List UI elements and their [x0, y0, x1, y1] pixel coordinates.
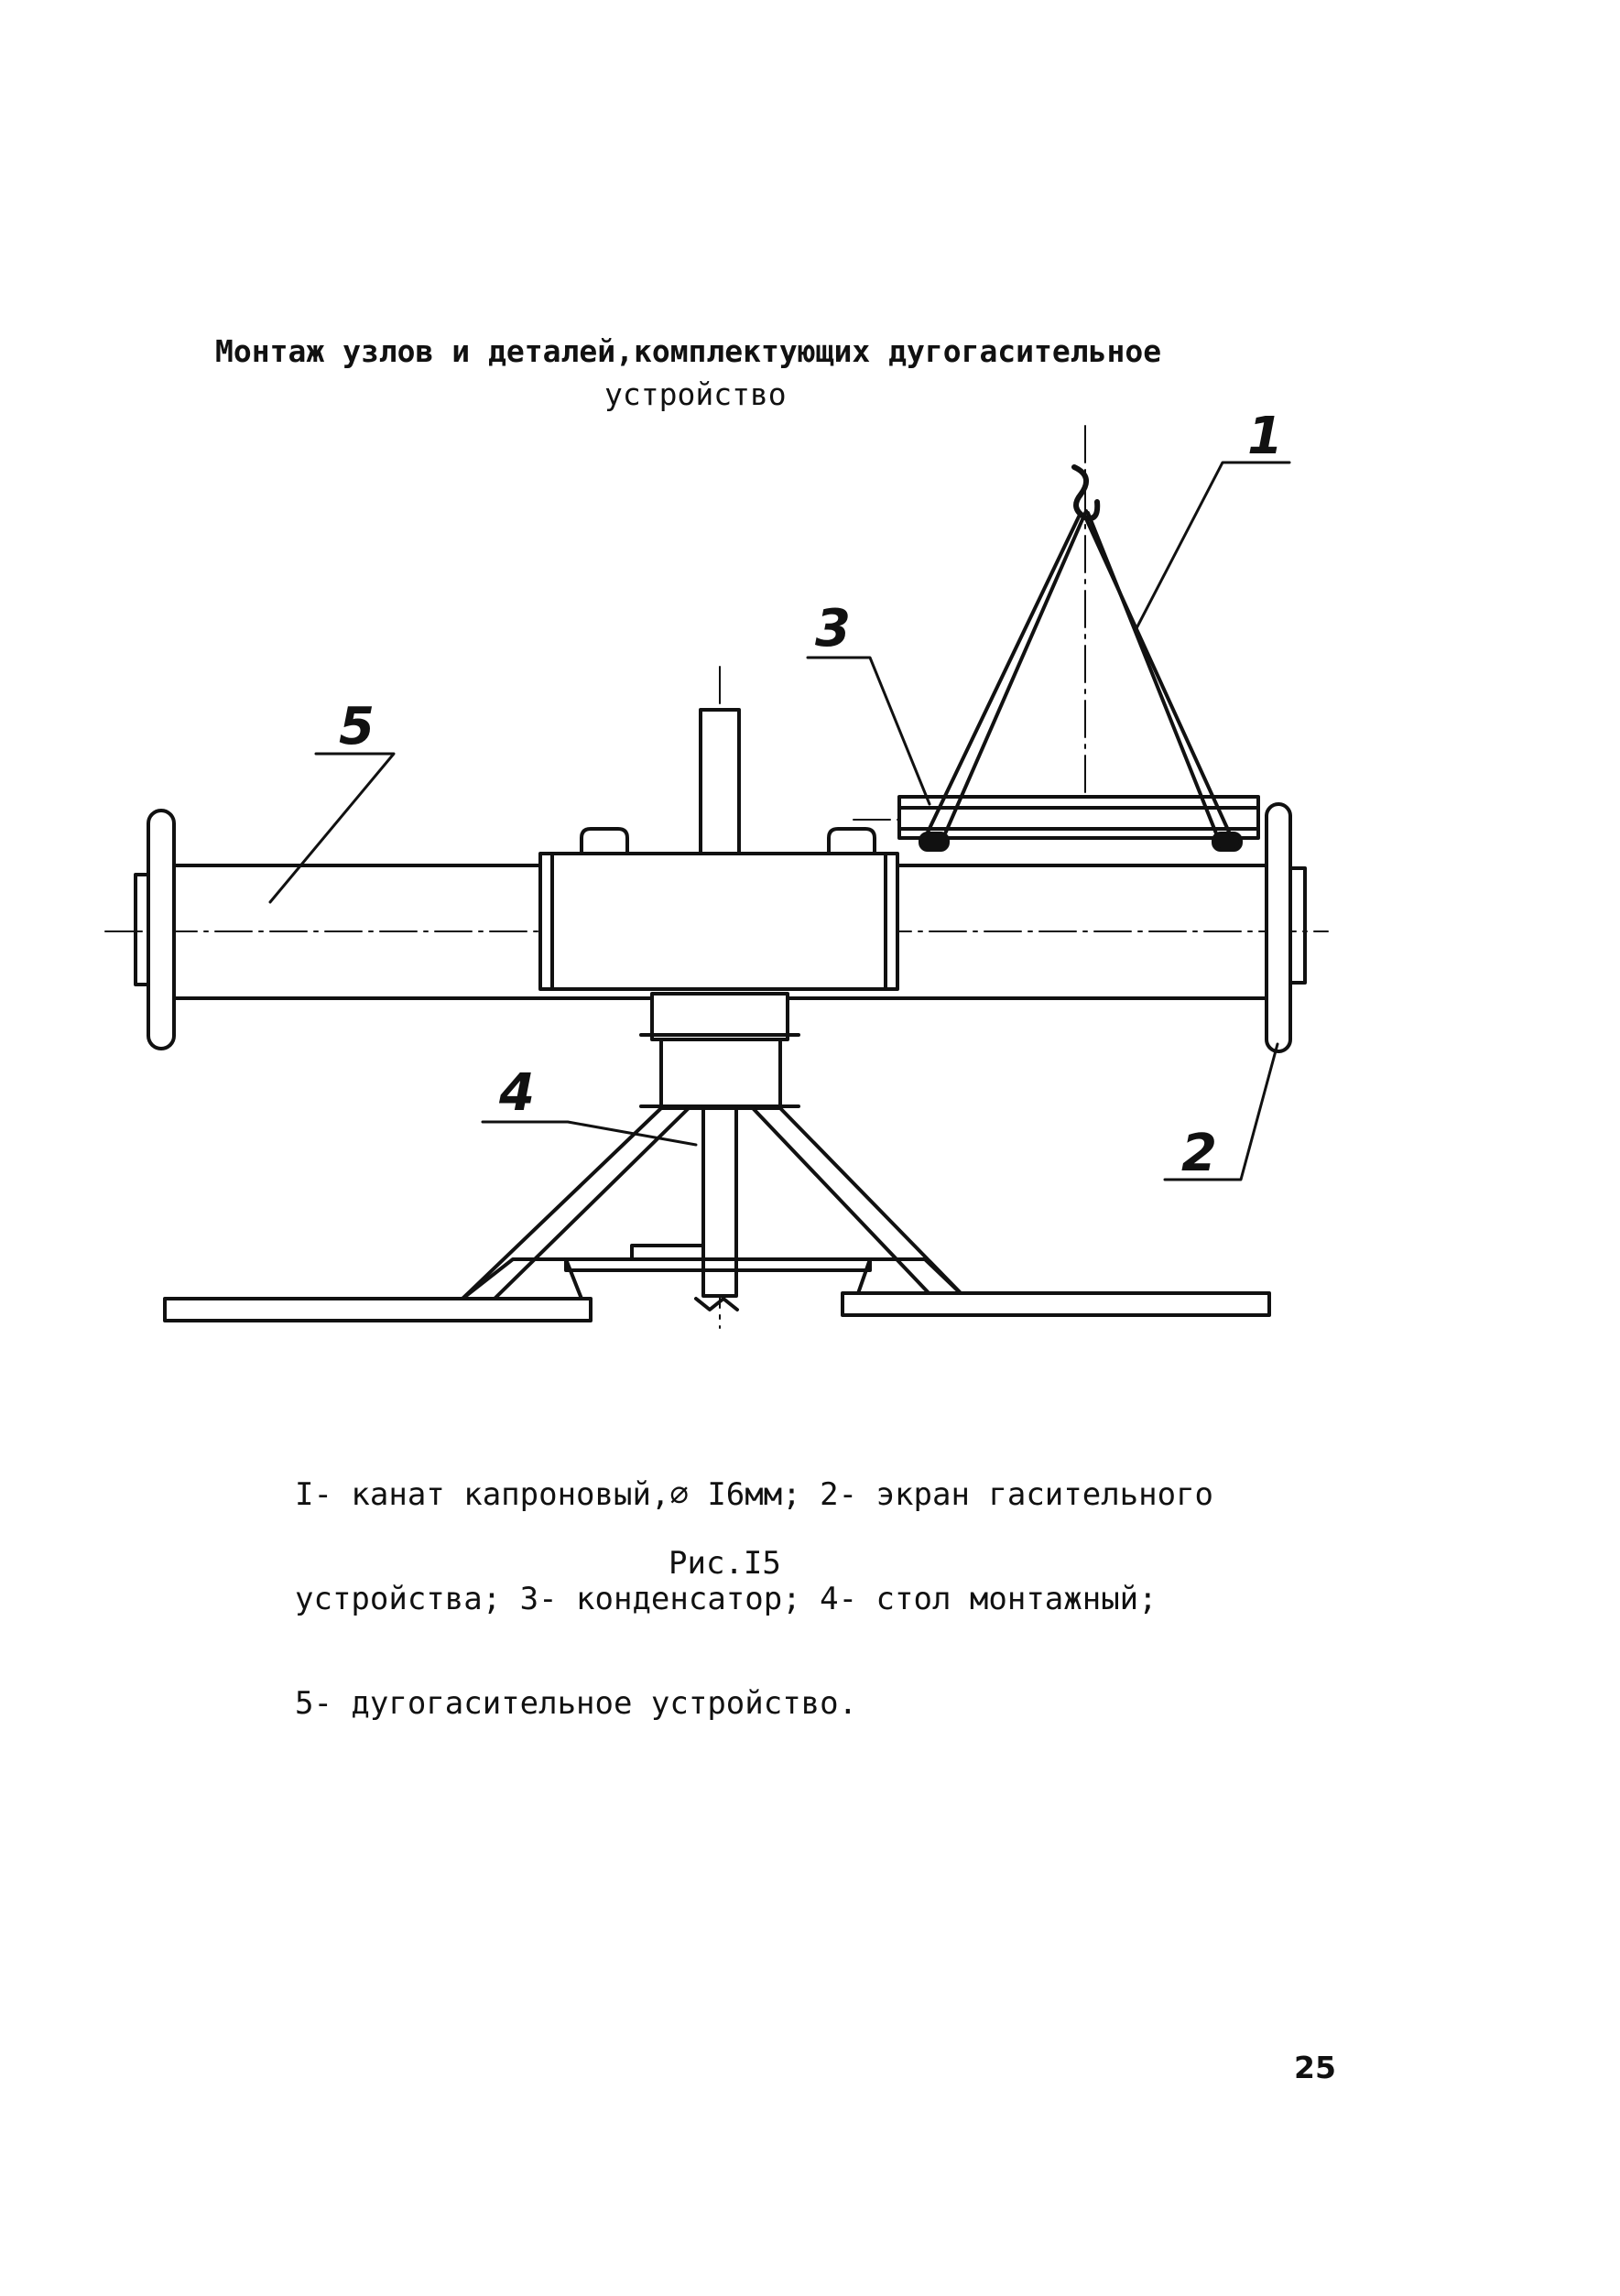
- callout-5: 5: [339, 697, 375, 756]
- callout-2: 2: [1181, 1124, 1217, 1183]
- figure-caption: [295, 1408, 1213, 1756]
- vertical-post: [701, 710, 739, 854]
- caption-line-1: I- канат капроновый,∅ I6мм; 2- экран гасительного: [295, 1476, 1214, 1513]
- sling-rope: [925, 511, 1232, 838]
- callout-1: 1: [1247, 407, 1283, 466]
- page-title-continuation: устройство: [604, 376, 787, 412]
- mounting-table: [165, 994, 1269, 1321]
- page-number: 25: [1294, 2050, 1336, 2085]
- arc-screen: [1267, 804, 1305, 1051]
- caption-line-2: устройства; 3- конденсатор; 4- стол монтажный;: [295, 1581, 1158, 1617]
- callout-3: 3: [815, 599, 851, 658]
- figure-label: Рис.I5: [669, 1545, 781, 1582]
- page-title: Монтаж узлов и деталей,комплектующих дугогасительное: [215, 333, 1162, 369]
- caption-line-3: 5- дугогасительное устройство.: [295, 1685, 858, 1722]
- callout-4: 4: [499, 1063, 535, 1123]
